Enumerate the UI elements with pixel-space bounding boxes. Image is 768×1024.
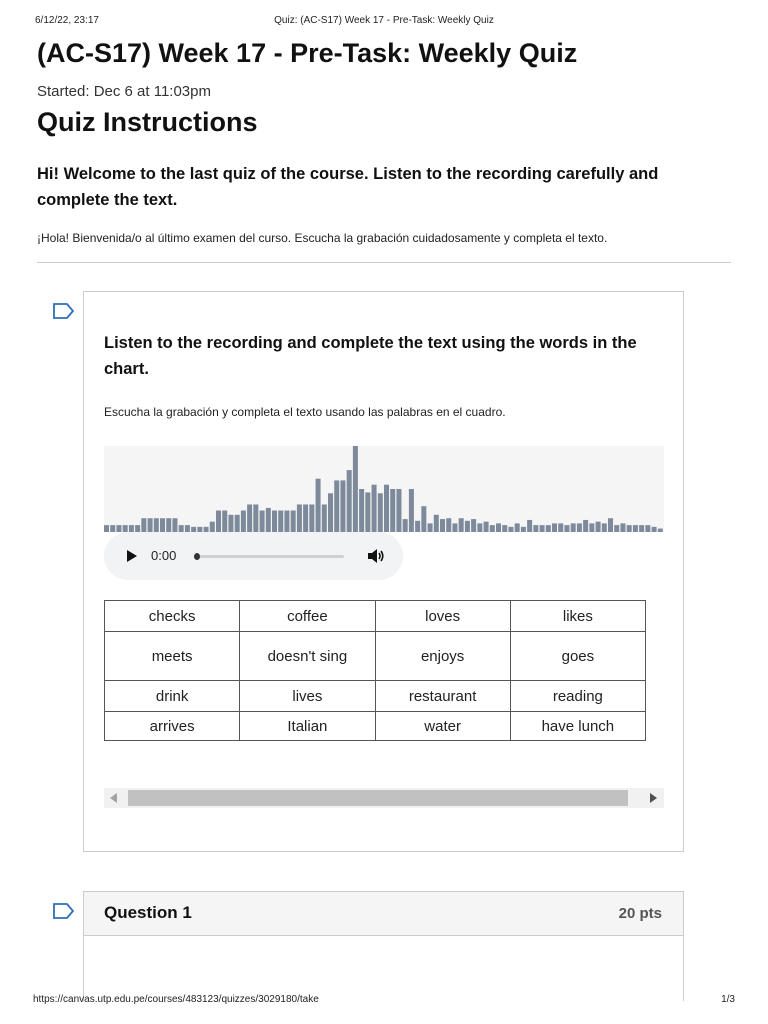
word-table-cell: meets <box>105 632 240 681</box>
audio-progress-slider[interactable] <box>196 555 344 558</box>
waveform-bar <box>291 511 296 533</box>
waveform-bar <box>403 519 408 532</box>
waveform-bar <box>347 470 352 532</box>
started-timestamp: Started: Dec 6 at 11:03pm <box>37 83 211 100</box>
waveform-bar <box>390 489 395 532</box>
waveform-bar <box>633 525 638 532</box>
waveform-bar <box>185 525 190 532</box>
word-table-cell: goes <box>510 632 645 681</box>
waveform-bar <box>396 489 401 532</box>
waveform-bar <box>116 525 121 532</box>
waveform-bar <box>359 489 364 532</box>
waveform-bar <box>421 506 426 532</box>
audio-progress-thumb[interactable] <box>194 553 200 560</box>
waveform-bar <box>658 529 663 532</box>
play-icon[interactable] <box>126 549 138 563</box>
audio-waveform <box>104 446 664 532</box>
scrollbar-thumb[interactable] <box>128 790 628 806</box>
waveform-bar <box>471 519 476 532</box>
waveform-bar <box>546 525 551 532</box>
word-table-cell: likes <box>510 601 645 632</box>
waveform-bar <box>620 523 625 532</box>
waveform-bar <box>284 511 289 533</box>
audio-player <box>104 532 403 580</box>
divider <box>37 262 731 263</box>
waveform-bar <box>278 511 283 533</box>
waveform-bar <box>446 518 451 532</box>
word-table-cell: checks <box>105 601 240 632</box>
print-page-number: 1/3 <box>721 994 735 1005</box>
waveform-bar <box>552 523 557 532</box>
waveform-bar <box>521 527 526 532</box>
horizontal-scrollbar[interactable] <box>104 788 664 808</box>
instructions-spanish: ¡Hola! Bienvenida/o al último examen del curso. Escucha la grabación cuidadosamente y completa el texto. <box>37 231 608 245</box>
waveform-bar <box>564 525 569 532</box>
waveform-bar <box>222 511 227 533</box>
word-table-row <box>105 601 646 632</box>
waveform-bar <box>652 527 657 532</box>
waveform-bar <box>241 511 246 533</box>
waveform-bar <box>645 525 650 532</box>
waveform-bar <box>627 525 632 532</box>
instructions-heading: Quiz Instructions <box>37 107 258 137</box>
waveform-bar <box>372 485 377 532</box>
scroll-left-arrow-icon[interactable] <box>110 793 117 803</box>
waveform-bar <box>496 523 501 532</box>
waveform-bar <box>490 525 495 532</box>
waveform-bar <box>297 504 302 532</box>
waveform-bar <box>533 525 538 532</box>
waveform-bar <box>272 511 277 533</box>
print-header <box>0 15 768 29</box>
waveform-bar <box>247 504 252 532</box>
print-url: https://canvas.utp.edu.pe/courses/483123/quizzes/3029180/take <box>33 994 319 1005</box>
waveform-bar <box>614 525 619 532</box>
waveform-bar <box>577 523 582 532</box>
quiz-title: (AC-S17) Week 17 - Pre-Task: Weekly Quiz <box>37 38 578 68</box>
waveform-bar <box>434 515 439 532</box>
flag-question-icon[interactable] <box>52 902 76 920</box>
word-bank-table <box>104 600 646 741</box>
print-datetime: 6/12/22, 23:17 <box>35 15 99 26</box>
volume-icon[interactable] <box>367 547 385 565</box>
waveform-bar <box>334 480 339 532</box>
waveform-bar <box>502 525 507 532</box>
waveform-bar <box>104 525 109 532</box>
word-table-cell: drink <box>105 681 240 712</box>
waveform-bar <box>452 523 457 532</box>
word-table-cell: restaurant <box>375 681 510 712</box>
waveform-bar <box>123 525 128 532</box>
waveform-bar <box>571 523 576 532</box>
word-table-cell: lives <box>240 681 375 712</box>
waveform-bar <box>508 527 513 532</box>
waveform-bar <box>148 518 153 532</box>
waveform-bar <box>409 489 414 532</box>
instructions-english: Hi! Welcome to the last quiz of the course. Listen to the recording carefully and complete the text. <box>37 165 659 209</box>
question-1-card <box>83 891 684 1001</box>
word-table-cell: reading <box>510 681 645 712</box>
waveform-bar <box>558 523 563 532</box>
print-page-title: Quiz: (AC-S17) Week 17 - Pre-Task: Weekly Quiz <box>274 15 494 26</box>
question-points: 20 pts <box>618 905 662 922</box>
waveform-bar <box>172 518 177 532</box>
word-table-cell: loves <box>375 601 510 632</box>
word-table-cell: arrives <box>105 712 240 741</box>
waveform-bar <box>129 525 134 532</box>
waveform-bar <box>459 518 464 532</box>
waveform-bar <box>540 525 545 532</box>
waveform-bar <box>527 520 532 532</box>
audio-prompt-english: Listen to the recording and complete the text using the words in the chart. <box>104 334 637 378</box>
waveform-bar <box>602 523 607 532</box>
waveform-bar <box>135 525 140 532</box>
waveform-bar <box>316 479 321 532</box>
waveform-bar <box>589 523 594 532</box>
word-table-cell: have lunch <box>510 712 645 741</box>
word-table-cell: doesn't sing <box>240 632 375 681</box>
waveform-bar <box>340 480 345 532</box>
waveform-bar <box>484 522 489 532</box>
question-title: Question 1 <box>104 903 192 922</box>
word-table-cell: enjoys <box>375 632 510 681</box>
waveform-bar <box>309 504 314 532</box>
waveform-bar <box>303 504 308 532</box>
waveform-bar <box>477 523 482 532</box>
waveform-bar <box>160 518 165 532</box>
waveform-bar <box>235 515 240 532</box>
waveform-bar <box>179 525 184 532</box>
waveform-bar <box>515 523 520 532</box>
waveform-bar <box>328 493 333 532</box>
word-table-row <box>105 712 646 741</box>
waveform-bar <box>639 525 644 532</box>
waveform-bar <box>322 504 327 532</box>
waveform-bar <box>210 522 215 532</box>
word-table-row <box>105 681 646 712</box>
waveform-bar <box>365 492 370 532</box>
waveform-bar <box>415 521 420 532</box>
waveform-bar <box>266 508 271 532</box>
waveform-bar <box>583 520 588 532</box>
word-table-cell: coffee <box>240 601 375 632</box>
waveform-bar <box>228 515 233 532</box>
waveform-bar <box>353 446 358 532</box>
waveform-bar <box>253 504 258 532</box>
waveform-bar <box>154 518 159 532</box>
waveform-bar <box>378 493 383 532</box>
waveform-bar <box>141 518 146 532</box>
word-table-cell: water <box>375 712 510 741</box>
audio-time: 0:00 <box>151 548 177 563</box>
word-table-cell: Italian <box>240 712 375 741</box>
scroll-right-arrow-icon[interactable] <box>650 793 657 803</box>
audio-prompt-spanish: Escucha la grabación y completa el texto usando las palabras en el cuadro. <box>104 405 506 419</box>
waveform-bar <box>440 519 445 532</box>
waveform-bar <box>260 511 265 533</box>
audio-question-card <box>83 291 684 852</box>
waveform-bar <box>384 485 389 532</box>
waveform-bar <box>608 518 613 532</box>
word-table-row <box>105 632 646 681</box>
waveform-bar <box>110 525 115 532</box>
waveform-bar <box>596 522 601 532</box>
flag-question-icon[interactable] <box>52 302 76 320</box>
question-header <box>84 892 683 936</box>
waveform-bar <box>166 518 171 532</box>
waveform-bar <box>216 511 221 533</box>
waveform-bar <box>465 521 470 532</box>
waveform-bar <box>428 523 433 532</box>
